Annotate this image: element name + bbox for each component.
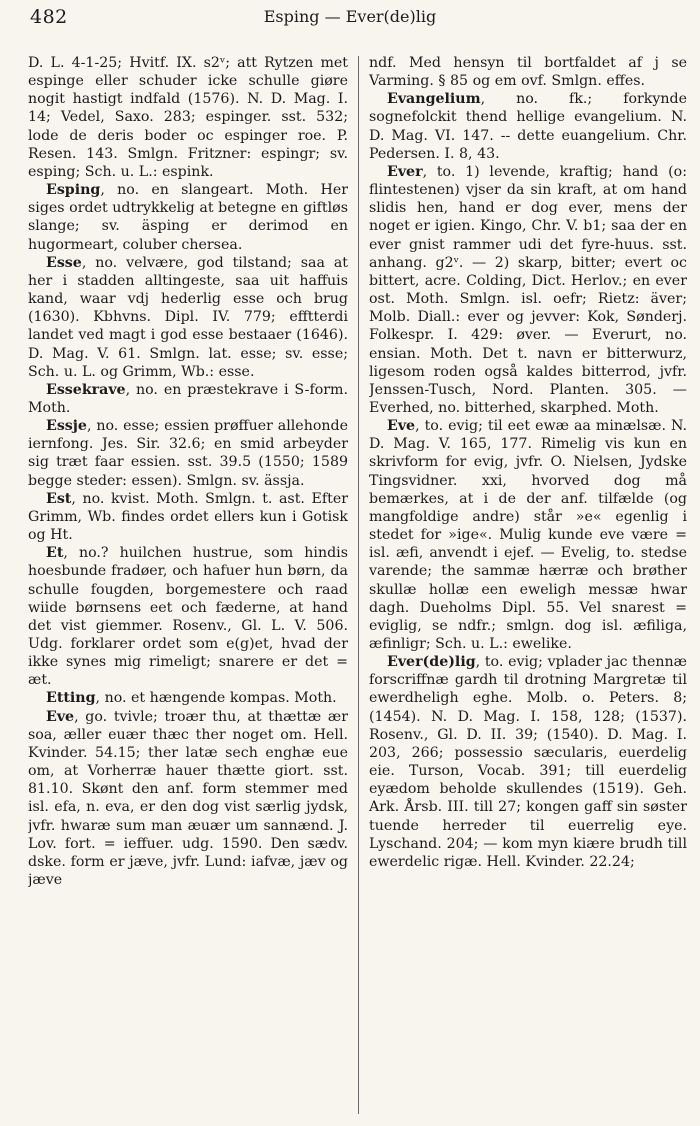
entry-text: , go. tvivle; troær thu, at thættæ ær soa, æller euær thæc ther noget om. Hell. Kvinder. 54.15; ther latæ sech enghæ eue om, at Vorherræ hauer thætte giort. sst. 81.10. Skønt den anf. form stemmer med isl. efa, n. eva, er den dog vist særlig jydsk, jvfr. hwaræ sum man æuær um sannænd. J. Lov. fort. = ieffuer. udg. 1590. Den sædv. dske. form er jæve, jvfr. Lund: iafvæ, jæv og jæve xyxy=(28,708,348,889)
right-column xyxy=(369,54,687,1114)
dictionary-entry xyxy=(28,181,348,254)
entry-headword: Etting xyxy=(46,690,96,707)
entry-headword: Et xyxy=(46,545,64,562)
page-header xyxy=(0,0,700,34)
entry-headword: Eve xyxy=(46,708,75,725)
entry-headword: Eve xyxy=(387,418,416,435)
entry-text: , no. esse; essien prøffuer allehonde iernfong. Jes. Sir. 32.6; en smid arbeyder sig træt faar essien. sst. 39.5 (1550; 1589 begge steder: essen). Smlgn. sv. ässja. xyxy=(28,418,348,489)
dictionary-entry xyxy=(28,708,348,890)
dictionary-entry xyxy=(369,90,687,163)
entry-headword: Ever xyxy=(387,163,423,180)
entry-headword: Esping xyxy=(46,182,101,199)
entry-headword: Esse xyxy=(46,254,82,271)
entry-text: , to. evig; vplader jac thennæ forscriffnæ gardh til drotning Margretæ til ewerdheligh eghe. Molb. o. Peters. 8; (1454). N. D. Mag. I. 158, 128; (1537). Rosenv., Gl. D. II. 39; (1540). D. Mag. I. 203, 266; possessio sæcularis, euerdelig eie. Turson, Vocab. 391; till euerdelig eyædom beholde skullendes (1519). Geh. Ark. Årsb. III. till 27; kongen gaff sin søster tuende herreder til euerrelig eye. Lyschand. 204; — kom myn kiære brudh till ewerdelic rigæ. Hell. Kvinder. 22.24; xyxy=(369,654,687,870)
entry-text: , no. kvist. Moth. Smlgn. t. ast. Efter Grimm, Wb. findes ordet ellers kun i Gotisk og Ht. xyxy=(28,490,348,544)
entry-text: , no. velvære, god tilstand; saa at her i stadden alltingeste, saa uit haffuis kand, waar vdj hederlig esse och brug (1630). Kbhvns. Dipl. IV. 779; efftterdi landet ved magt i god esse bestaaer (1646). D. Mag. V. 61. Smlgn. lat. esse; sv. esse; Sch. u. L. og Grimm, Wb.: esse. xyxy=(28,254,348,380)
dictionary-entry xyxy=(28,417,348,490)
entry-headword: Essekrave xyxy=(46,381,126,398)
running-head: Esping — Ever(de)lig xyxy=(263,7,437,26)
dictionary-entry xyxy=(28,689,348,707)
column-divider xyxy=(358,56,359,1114)
dictionary-entry xyxy=(369,163,687,417)
entry-text: , no. en præstekrave i S-form. Moth. xyxy=(28,381,348,416)
dictionary-entry xyxy=(28,254,348,381)
dictionary-entry xyxy=(28,381,348,417)
entry-text: , no.? huilchen hustrue, som hindis hoesbunde fradøer, och hafuer hun børn, da schulle fougden, borgemestere och raad wiide børnsens eet och fæderne, at hand det vist giemmer. Rosenv., Gl. L. V. 506. Udg. forklarer ordet som e(g)et, hvad der ikke synes mig rimeligt; snarere er det = æt. xyxy=(28,545,348,689)
dictionary-entry xyxy=(28,490,348,544)
entry-text: ndf. Med hensyn til bortfaldet af j se Varming. § 85 og em ovf. Smlgn. effes. xyxy=(369,55,687,90)
page-number: 482 xyxy=(30,6,68,28)
entry-headword: Ever(de)lig xyxy=(387,654,476,671)
dictionary-entry xyxy=(369,417,687,653)
entry-text: , no. et hængende kompas. Moth. xyxy=(95,690,337,707)
left-column xyxy=(28,54,348,1114)
dictionary-entry xyxy=(369,653,687,871)
entry-continuation xyxy=(28,54,348,181)
entry-text: , to. 1) levende, kraftig; hand (o: flintestenen) vjser da sin kraft, at om hand slidis hen, hand er dog ever, mens der noget er igien. Kingo, Chr. V. b1; saa der en ever gnist rammer udi det fyre-huus. sst. anhang. g2ᵛ. — 2) skarp, bitter; evert oc bittert, acre. Colding, Dict. Herlov.; en ever ost. Moth. Smlgn. isl. oefr; Rietz: äver; Molb. Diall.: ever og jevver: Kok, Sønderj. Folkespr. I. 429: øver. — Everurt, no. ensian. Moth. Det t. navn er bitterwurz, ligesom roden også kaldes bitterrod, jvfr. Jenssen-Tusch, Nord. Planten. 305. — Everhed, no. bitterhed, skarphed. Moth. xyxy=(369,163,687,416)
entry-headword: Est xyxy=(46,490,72,507)
entry-text: , no. en slangeart. Moth. Her siges ordet udtrykkelig at betegne en giftløs slange; sv. äsping er derimod en hugormeart, coluber chersea. xyxy=(28,182,348,253)
entry-headword: Evangelium xyxy=(387,91,481,108)
entry-continuation xyxy=(369,54,687,90)
entry-text: , to. evig; til eet ewæ aa minælsæ. N. D. Mag. V. 165, 177. Rimelig vis kun en skrivform for evig, jvfr. O. Nielsen, Jydske Tingsvidner. xxi, hvorved dog må bemærkes, at i de der anf. tilfælde (og mangfoldige andre) står »e« egenlig i stedet for »ige«. Mulig kunde eve være = isl. æfi, anvendt i ejef. — Evelig, to. stedse varende; the sammæ hærræ och brøther skullæ hollæ een eweligh messæ hwar dagh. Dueholms Dipl. 55. Vel snarest = eviglig, se ndfr.; smlgn. dog isl. æfiliga, æfinligr; Sch. u. L.: ewelike. xyxy=(369,418,687,652)
dictionary-entry xyxy=(28,544,348,689)
entry-text: , no. fk.; forkynde sognefolckit thend hellige evangelium. N. D. Mag. VI. 147. -- dette euangelium. Chr. Pedersen. I. 8, 43. xyxy=(369,91,687,162)
entry-text: D. L. 4-1-25; Hvitf. IX. s2ᵛ; att Rytzen met espinge eller schuder icke schulle giøre nogit hastigt indfald (1576). N. D. Mag. I. 14; Vedel, Saxo. 283; espinger. sst. 532; lode de deris boder oc espinger roe. P. Resen. 143. Smlgn. Fritzner: espingr; sv. esping; Sch. u. L.: espink. xyxy=(28,55,348,180)
entry-headword: Essje xyxy=(46,418,87,435)
